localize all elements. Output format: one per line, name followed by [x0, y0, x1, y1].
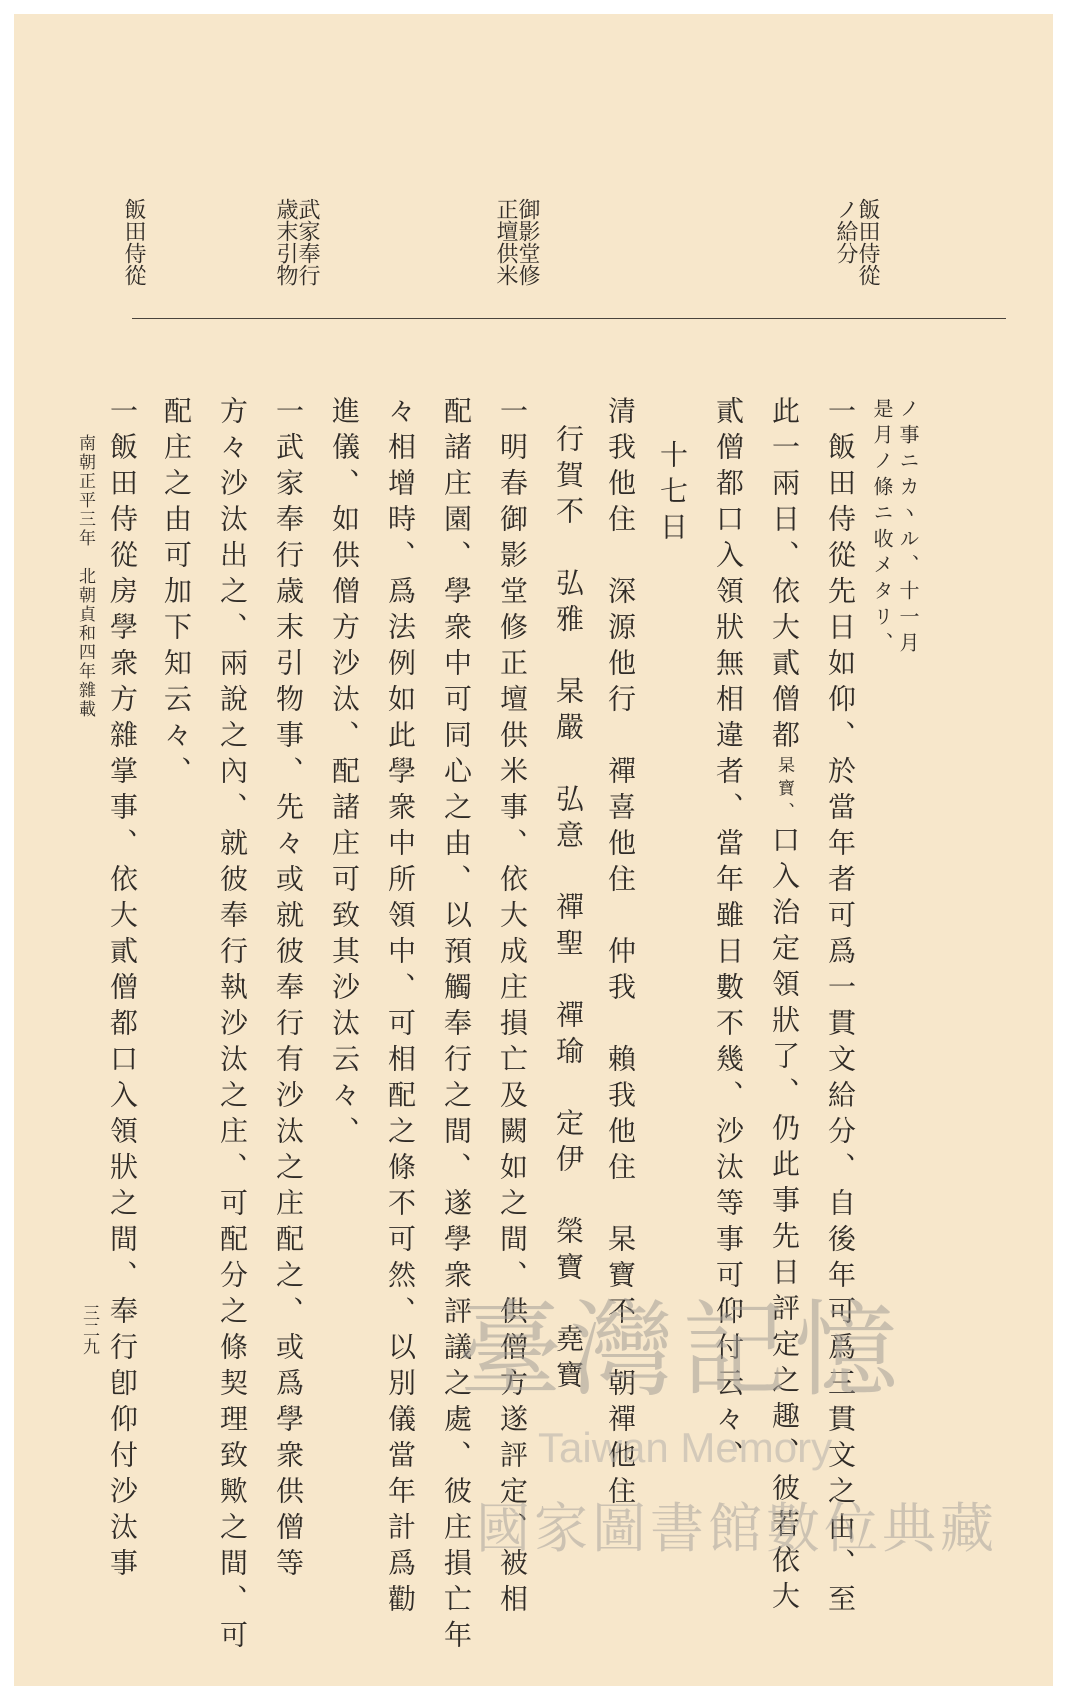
body-column-13: 配庄之由可加下知云々、 [160, 396, 193, 792]
body-column-2c: 口入治定領狀了、仍此事先日評定之趣、彼若依大 [768, 825, 801, 1617]
body-column-2-note: 杲寶、 [774, 756, 794, 825]
body-column-4: 十七日 [656, 440, 689, 548]
note-column-2: 是月ノ條ニ收メタリ、 [870, 398, 894, 658]
body-column-9: 々相增時、爲法例如此學衆中所領中、可相配之條不可然、以別儀當年計爲勸 [384, 396, 417, 1620]
running-title: 南朝正平三年 北朝貞和四年雜載 [75, 434, 95, 719]
body-column-6: 行賀不 弘雅 杲嚴 弘意 禪聖 禪瑜 定伊 榮寶 堯寶 [552, 424, 585, 1396]
headnote-iida-jiju: 飯田侍從 [121, 198, 146, 286]
body-column-8: 配諸庄園、學衆中可同心之由、以預觸奉行之間、遂學衆評議之處、彼庄損亡年 [440, 396, 473, 1656]
body-column-3: 貳僧都口入領狀無相違者、當年雖日數不幾、沙汰等事可仰付云々、 [712, 396, 745, 1476]
body-column-12: 方々沙汰出之、兩說之內、就彼奉行執沙汰之庄、可配分之條契理致歟之間、可 [216, 396, 249, 1656]
body-column-1: 一飯田侍從先日如仰、於當年者可爲一貫文給分、自後年可爲三貫文之由、至 [824, 396, 857, 1620]
body-column-5: 清我他住 深源他行 禪喜他住 仲我 賴我他住 杲寶不 朝禪他住 [604, 396, 637, 1512]
document-page [14, 14, 1053, 1686]
body-column-7: 一明春御影堂修正壇供米事、依大成庄損亡及闕如之間、供僧方遂評定、被相 [496, 396, 529, 1620]
watermark-english: Taiwan Memory [538, 1424, 833, 1471]
note-column-1: ノ事ニカヽル、十一月 [896, 398, 920, 658]
headnote-iida-salary: 飯田侍從 ノ給分 [833, 198, 880, 286]
body-column-14: 一飯田侍從房學衆方雜掌事、依大貳僧都口入領狀之間、奉行卽仰付沙汰事 [106, 396, 139, 1584]
header-rule [132, 318, 1006, 319]
body-column-10: 進儀、如供僧方沙汰、配諸庄可致其沙汰云々、 [328, 396, 361, 1152]
headnote-buke-year-end: 武家奉行 歳末引物 [273, 198, 320, 286]
body-column-11: 一武家奉行歳末引物事、先々或就彼奉行有沙汰之庄配之、或爲學衆供僧等 [272, 396, 305, 1584]
watermark-logo-text: 臺灣記憶 [458, 1289, 907, 1411]
body-column-2a: 此一兩日、依大貳僧都 [768, 396, 801, 756]
watermark-library-name: 國家圖書館數位典藏 [476, 1497, 998, 1560]
page-number: 三二九 [79, 1304, 99, 1355]
headnote-miedo-rice: 御影堂修 正壇供米 [493, 198, 540, 286]
